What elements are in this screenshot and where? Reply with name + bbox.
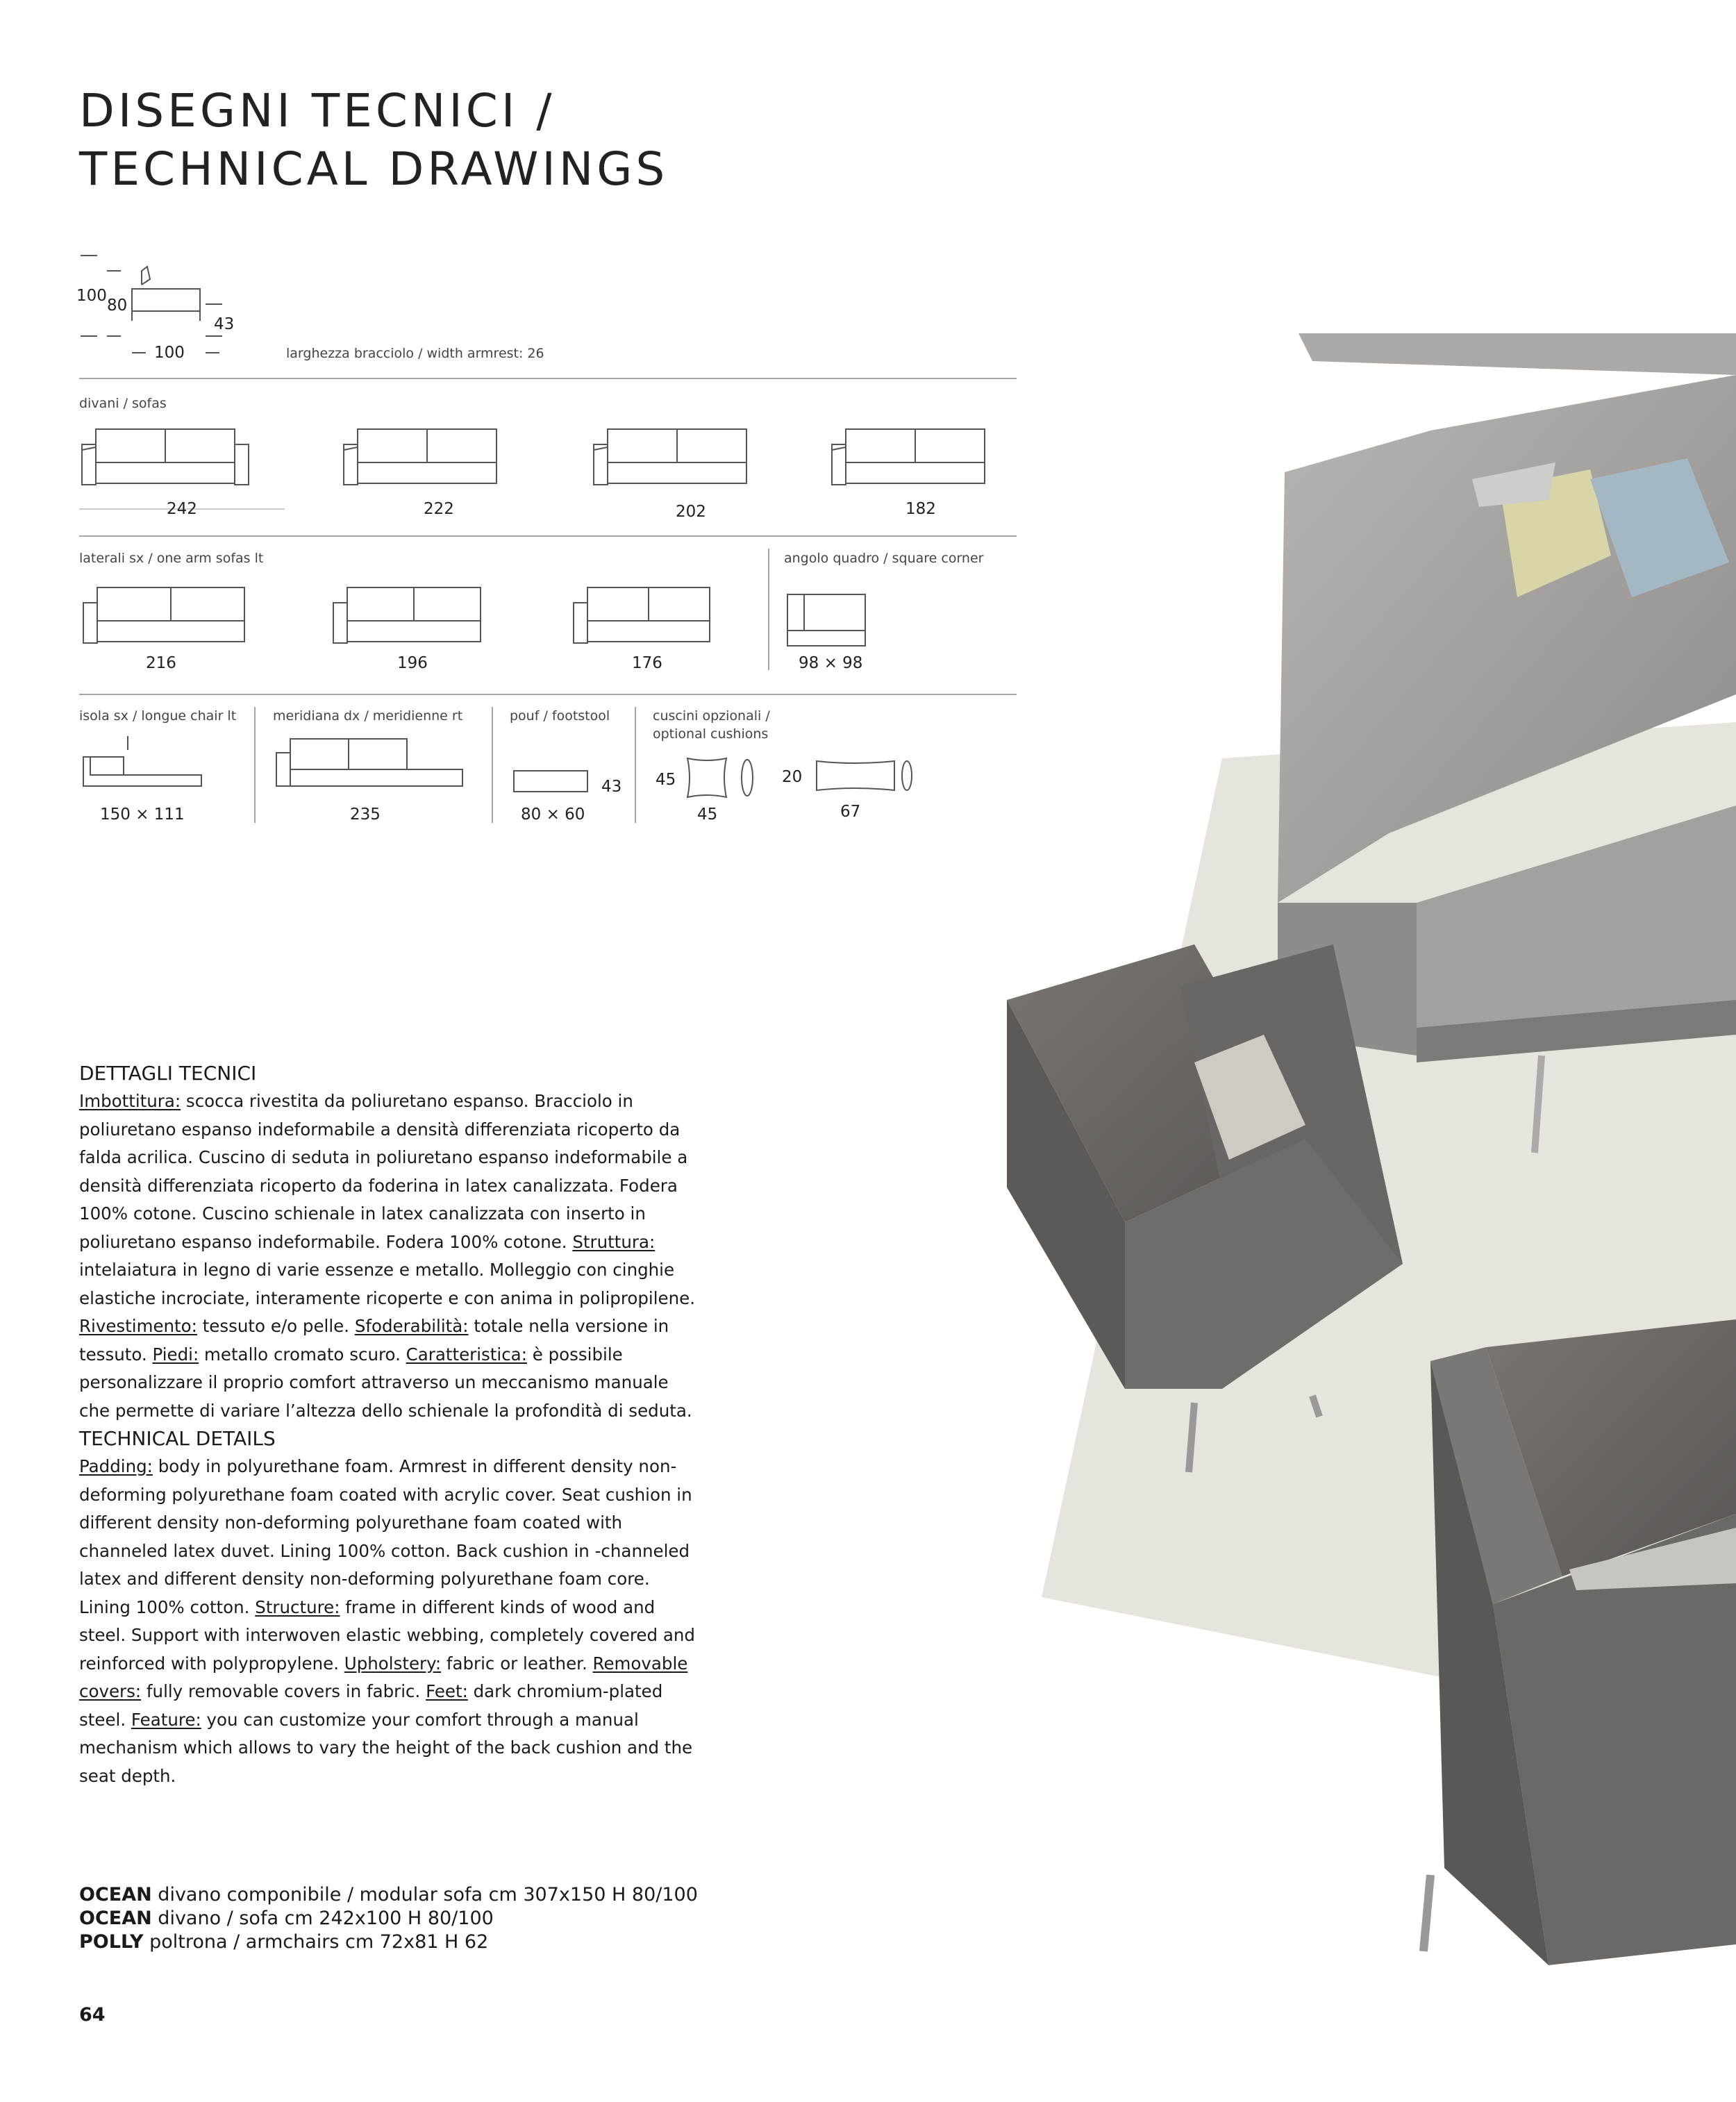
cushion-square-width: 45 — [697, 806, 718, 824]
product-photo-svg — [833, 333, 1736, 2099]
one-arm-width-216: 216 — [146, 654, 176, 672]
en-upholstery-text: fabric or leather. — [441, 1653, 593, 1674]
product-list — [79, 1883, 698, 1954]
corner-size: 98 × 98 — [799, 654, 863, 672]
sofa-202-drawing — [594, 429, 746, 521]
cushion-roll-height: 20 — [782, 768, 803, 786]
product-line — [79, 1883, 698, 1907]
en-feet-label: Feet: — [426, 1681, 468, 1701]
meridienne-size: 235 — [350, 806, 381, 824]
cushion-roll-width: 67 — [840, 803, 861, 821]
meridienne-drawing — [276, 739, 462, 786]
one-arm-width-196: 196 — [397, 654, 428, 672]
sofa-width-202: 202 — [676, 503, 706, 521]
dim-depth: 100 — [154, 344, 185, 362]
it-padding-text: scocca rivestita da poliuretano espanso. Bracciolo in poliuretano espanso indeformabile a densità differenziata ricoperto da falda acrilica. Cuscino di seduta in poliuretano espanso indeformabile a densità differenziata ricoperto da foderina in latex canalizzata. Fodera 100% cotone. Cuscino schienale in latex canalizzata con inserto in poliuretano espanso indeformabile. Fodera 100% cotone. — [79, 1091, 688, 1252]
en-removable-text: fully removable covers in fabric. — [141, 1681, 426, 1701]
product-name: OCEAN — [79, 1908, 152, 1929]
pouf-height: 43 — [601, 778, 622, 796]
product-name: OCEAN — [79, 1884, 152, 1905]
it-feet-text: metallo cromato scuro. — [199, 1344, 406, 1365]
en-removable-label: Removable covers: — [79, 1653, 688, 1701]
it-feature-label: Caratteristica: — [406, 1344, 527, 1365]
chaise-size: 150 × 111 — [100, 806, 185, 824]
technical-details — [79, 1060, 697, 1790]
product-line — [79, 1930, 698, 1954]
dim-height-total: 100 — [76, 287, 107, 305]
pouf-label: pouf / footstool — [510, 708, 610, 724]
sofa-222-drawing — [344, 429, 496, 518]
en-feature-text: you can customize your comfort through a manual mechanism which allows to vary the height of the back cushion and the seat depth. — [79, 1709, 693, 1786]
en-upholstery-label: Upholstery: — [344, 1653, 442, 1674]
it-upholstery-label: Rivestimento: — [79, 1316, 197, 1336]
page-number: 64 — [79, 2004, 106, 2026]
en-structure-text: frame in different kinds of wood and steel. Support with interwoven elastic webbing, completely covered and reinforced with polypropylene. — [79, 1596, 695, 1674]
it-removable-label: Sfoderabilità: — [354, 1316, 469, 1336]
product-desc: divano / sofa cm 242x100 H 80/100 — [151, 1908, 494, 1929]
chaise-label: isola sx / longue chair lt — [79, 708, 237, 724]
en-details-text — [79, 1453, 697, 1790]
page-title — [79, 82, 668, 199]
en-padding-label: Padding: — [79, 1456, 153, 1476]
sofa-width-182: 182 — [905, 500, 936, 518]
cushions-label-1: cuscini opzionali / — [653, 708, 770, 724]
product-desc: divano componibile / modular sofa cm 307x150 H 80/100 — [151, 1884, 698, 1905]
it-details-heading: DETTAGLI TECNICI — [79, 1062, 257, 1085]
product-line — [79, 1907, 698, 1930]
chaise-drawing — [83, 736, 201, 786]
en-structure-label: Structure: — [255, 1596, 340, 1617]
sofa-width-242: 242 — [167, 500, 197, 518]
title-line-english: TECHNICAL DRAWINGS — [79, 142, 669, 196]
dim-height-seat: 80 — [107, 297, 128, 315]
title-line-italian: DISEGNI TECNICI / — [79, 84, 556, 137]
pouf-drawing — [514, 771, 587, 792]
en-feet-text: dark chromium-plated steel. — [79, 1681, 663, 1730]
en-details-heading: TECHNICAL DETAILS — [79, 1427, 276, 1450]
corner-label: angolo quadro / square corner — [784, 551, 984, 566]
it-feet-label: Piedi: — [152, 1344, 199, 1365]
cushion-square-height: 45 — [656, 771, 676, 789]
one-arm-width-176: 176 — [632, 654, 662, 672]
cushions-label-2: optional cushions — [653, 726, 769, 742]
en-feature-label: Feature: — [131, 1709, 201, 1730]
it-feature-text: è possibile personalizzare il proprio comfort attraverso un meccanismo manuale che permette di variare l’altezza dello schienale la profondità di seduta. — [79, 1344, 692, 1421]
it-padding-label: Imbottitura: — [79, 1091, 181, 1111]
sofa-width-222: 222 — [424, 500, 454, 518]
product-photo — [833, 333, 1736, 2099]
pouf-size: 80 × 60 — [521, 806, 585, 824]
sofa-242-drawing — [79, 429, 285, 518]
meridienne-label: meridiana dx / meridienne rt — [273, 708, 463, 724]
it-upholstery-text: tessuto e/o pelle. — [197, 1316, 355, 1336]
side-view-drawing — [76, 256, 544, 362]
product-desc: poltrona / armchairs cm 72x81 H 62 — [143, 1931, 489, 1953]
dim-seat-height: 43 — [214, 315, 235, 333]
it-details-text — [79, 1087, 697, 1425]
it-structure-text: intelaiatura in legno di varie essenze e metallo. Molleggio con cinghie elastiche incrociate, interamente ricoperte e con anima in polipropilene. — [79, 1260, 695, 1308]
armrest-note: larghezza bracciolo / width armrest: 26 — [286, 346, 544, 361]
en-padding-text: body in polyurethane foam. Armrest in different density non-deforming polyurethane foam coated with acrylic cover. Seat cushion in different density non-deforming polyurethane foam coated with channeled latex duvet. Lining 100% cotton. Back cushion in -channeled latex and different density non-deforming polyurethane foam core. Lining 100% cotton. — [79, 1456, 692, 1617]
it-removable-text: totale nella versione in tessuto. — [79, 1316, 669, 1365]
one-arm-label: laterali sx / one arm sofas lt — [79, 551, 264, 566]
product-name: POLLY — [79, 1931, 144, 1953]
sofas-label: divani / sofas — [79, 396, 167, 411]
armchair-back — [1424, 1319, 1736, 1965]
it-structure-label: Struttura: — [572, 1231, 656, 1252]
